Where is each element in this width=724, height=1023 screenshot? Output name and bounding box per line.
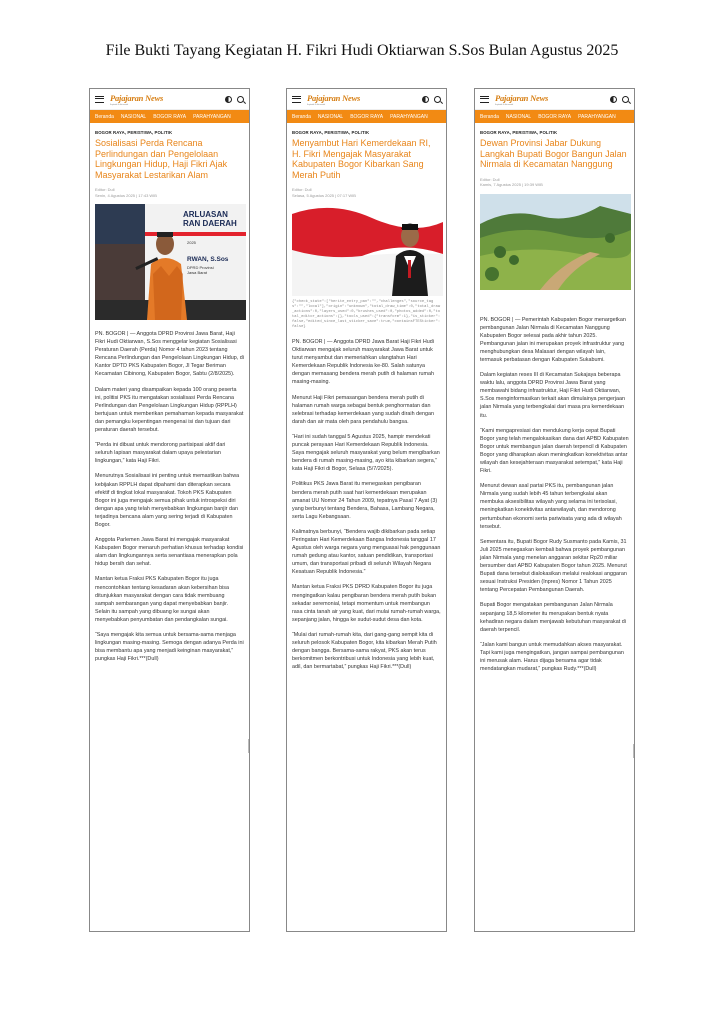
article-paragraph: “Kami mengapresiasi dan mendukung kerja cepat Bupati Bogor yang telah mengalokasikan dana dari APBD Kabupaten Bogor untuk membangun jalan daerah terpencil di Kabupaten Bogor yang diharapkan akan meningkatkan konektivitas antar wilayah dan kesejahteraan masyarakat setempat,” kata Haji Fikri.	[480, 427, 629, 475]
nav-item-beranda[interactable]: Beranda	[95, 113, 114, 120]
article-paragraph: Menurut dewan asal partai PKS itu, pembangunan jalan Nirmala yang sudah lebih 45 tahun terbengkalai akan membuka aksesibilitas wilayah yang selama ini terisolasi, meningkatkan konektivitas antarwilayah, dan mendorong pertumbuhan ekonomi serta pariwisata yang ada di wilayah tersebut.	[480, 483, 622, 530]
menu-icon[interactable]	[95, 96, 104, 103]
article-date: Senin, 4 Agustus 2025 | 17:43 WIB	[95, 192, 157, 198]
site-header	[287, 89, 446, 110]
article-paragraph: PN. BOGOR | — Pemerintah Kabupaten Bogor menargetkan pembangunan Jalan Nirmala di Kecamatan Nanggung Kabupaten Bogor selesai pada akhir tahun 2025. Pembangunan jalan ini merupakan proyek infrastruktur yang menghubungkan desa Malasari dengan wilayah lain, termasuk perbatasan dengan Kabupaten Sukabumi.	[480, 316, 626, 363]
article-paragraph: “Mulai dari rumah-rumah kita, dari gang-gang sempit kita di seluruh pelosok Kabupaten Bogor, kita kibarkan Merah Putih dengan bangga. Bersama-sama rakyat, PKS akan terus berkomitmen berkontribusi untuk Indonesia yang lebih kuat, adil, dan bermartabat,” pungkas Haji Fikri.***(Dull)	[292, 631, 437, 671]
nav-item-parahyangan[interactable]: PARAHYANGAN	[390, 113, 428, 120]
article-screenshot-2	[286, 88, 447, 932]
main-nav	[287, 110, 446, 123]
article-paragraph: PN. BOGOR | — Anggota DPRD Jawa Barat Haji Fikri Hudi Oktiarwan mengajak seluruh masyarakat Jawa Barat untuk turut menyambut dan memeriahkan ulangtahun Hari Kemerdekaan Republik Indonesia ke-80. Salah satunya dengan memasang bendera merah putih di halaman rumah masing-masing.	[292, 339, 435, 386]
article-title: Dewan Provinsi Jabar Dukung Langkah Bupati Bogor Bangun Jalan Nirmala di Kecamatan Nanggung	[480, 138, 627, 169]
main-nav	[90, 110, 249, 123]
nav-item-nasional[interactable]: NASIONAL	[317, 113, 344, 120]
article-paragraph: Kalimatnya berbunyi, “Bendera wajib dikibarkan pada setiap Peringatan Hari Kemerdekaan Bangsa Indonesia tanggal 17 Agustus oleh warga negara yang menguasai hak penggunaan rumah gedung atau kantor, satuan pendidikan, transportasi umum, dan transportasi pribadi di seluruh Wilayah Negara Kesatuan Republik Indonesia.”	[292, 528, 441, 576]
nav-item-nasional[interactable]: NASIONAL	[505, 113, 532, 120]
nav-item-beranda[interactable]: Beranda	[480, 113, 499, 120]
scroll-indicator[interactable]	[633, 744, 634, 758]
article-editor: Editor: Dull	[480, 176, 500, 182]
article-paragraph: “Jalan kami bangun untuk memudahkan akses masyarakat. Tapi kami juga mengingatkan, jangan sampai pembangunan ini merusak alam. Harus dijaga bersama agar tidak mendatangkan mudarat,” pungkas Rudy.***(Dull)	[480, 641, 624, 673]
article-paragraph: Dalam kegiatan reses III di Kecamatan Sukajaya beberapa waktu lalu, anggota DPRD Provinsi Jawa Barat yang membawahi bidang infrastruktur, Haji Fikri Hudi Oktiarwan, S.Sos menginformasikan terkait akan dimulainya pengerjaan jalan Nirmala yang terbengkalai dari masa pra kemerdekaan itu.	[480, 372, 626, 419]
banner-year: 2025	[187, 240, 196, 245]
site-logo[interactable]: Pajajaran News Inspiratif & Informatif	[307, 92, 361, 106]
banner-name: RWAN, S.Sos	[187, 256, 229, 263]
article-paragraph: Sementara itu, Bupati Bogor Rudy Susmanto pada Kamis, 31 Juli 2025 menegaskan kembali bahwa proyek pembangunan jalan Nirmala yang menelan anggaran sekitar Rp20 miliar bersumber dari APBD Kabupaten Bogor tahun 2025. Menurut Bupati dana tersebut dialokasikan melalui realokasi anggaran sesuai Instruksi Presiden (Inpres) Nomor 1 Tahun 2025 tentang Percepatan Pembangunan Daerah.	[480, 538, 627, 594]
dark-mode-icon[interactable]	[225, 96, 232, 103]
site-logo[interactable]: Pajajaran News Inspiratif & Informatif	[110, 92, 164, 106]
article-paragraph: Dalam materi yang disampaikan kepada 100 orang peserta ini, politisi PKS itu mengatakan sosialisasi Perda Rencana Perlindungan dan Pengelolaan Lingkungan Hidup (RPPLH) bertujuan untuk memberikan pemahaman kepada masyarakat dan pemangku kepentingan mengenai isi dan tujuan dari peraturan daerah tersebut.	[95, 386, 244, 434]
main-nav	[475, 110, 634, 123]
article-date: Selasa, 5 Agustus 2025 | 07:17 WIB	[292, 192, 356, 198]
search-icon[interactable]	[622, 96, 629, 103]
article-screenshot-3	[474, 88, 635, 932]
nav-item-parahyangan[interactable]: PARAHYANGAN	[578, 113, 616, 120]
article-paragraph: Mantan ketua Fraksi PKS Kabupaten Bogor itu juga mencontohkan tentang kesadaran akan kebersihan bisa ditunjukkan masyarakat dengan cara tidak membuang sampah sembarangan yang dapat menyebabkan banjir. Selain itu sampah yang dibuang ke sungai akan menyebabkan penyumbatan dan pendangkalan sungai.	[95, 576, 229, 623]
article-paragraph: “Saya mengajak kita semua untuk bersama-sama menjaga lingkungan masing-masing. Semoga dengan adanya Perda ini bisa membantu apa yang menjadi keinginan masyarakat,” pungkas Haji Fikri.***(Dull)	[95, 632, 244, 663]
nav-item-beranda[interactable]: Beranda	[292, 113, 311, 120]
article-category[interactable]: BOGOR RAYA, PERISTIWA, POLITIK	[292, 130, 370, 135]
article-paragraph: Bupati Bogor mengatakan pembangunan Jalan Nirmala sepanjang 18,5 kilometer itu merupakan bentuk nyata kehadiran negara dalam menjawab kebutuhan masyarakat di daerah terpencil.	[480, 602, 626, 633]
dark-mode-icon[interactable]	[422, 96, 429, 103]
menu-icon[interactable]	[292, 96, 301, 103]
document-title: File Bukti Tayang Kegiatan H. Fikri Hudi Oktiarwan S.Sos Bulan Agustus 2025	[105, 42, 619, 59]
site-header	[90, 89, 249, 110]
article-editor: Editor: Dull	[95, 187, 115, 192]
article-title: Sosialisasi Perda Rencana Perlindungan dan Pengelolaan Lingkungan Hidup, Haji Fikri Ajak Masyarakat Lestarikan Alam	[95, 138, 228, 180]
metadata-code-snippet: {"check_state":["herite_entry_pan":"","challenges","source_tags":"","local"],"origin":"unknown","total_draw_time":0,"total_draw_actions":0,"layers_used":0,"brushes_used":0,"photos_added":0,"total_editor_actions":{},"tools_used":{"transform":1},"is_sticker":false,"edited_since_last_sticker_save":true,"containsFTESticker":false}	[292, 300, 441, 329]
banner-text: ARLUASAN RAN DAERAH	[183, 210, 237, 228]
nav-item-bogor-raya[interactable]: BOGOR RAYA	[538, 113, 572, 120]
dark-mode-icon[interactable]	[610, 96, 617, 103]
article-title: Menyambut Hari Kemerdekaan RI, H. Fikri Mengajak Masyarakat Kabupaten Bogor Kibarkan Sang Merah Putih	[292, 138, 431, 180]
article-photo	[95, 204, 246, 320]
search-icon[interactable]	[434, 96, 441, 103]
article-photo	[292, 204, 443, 296]
nav-item-bogor-raya[interactable]: BOGOR RAYA	[153, 113, 187, 120]
nav-item-bogor-raya[interactable]: BOGOR RAYA	[350, 113, 384, 120]
article-paragraph: “Perda ini dibuat untuk mendorong partisipasi aktif dari seluruh lapisan masyarakat dalam upaya pelestarian lingkungan,” kata Haji Fikri.	[95, 442, 226, 465]
article-date: Kamis, 7 Agustus 2025 | 19:39 WIB	[480, 182, 543, 187]
site-header	[475, 89, 634, 110]
search-icon[interactable]	[237, 96, 244, 103]
article-paragraph: PN. BOGOR | — Anggota DPRD Provinsi Jawa Barat, Haji Fikri Hudi Oktiarwan, S.Sos menggelar kegiatan Sosialisasi Peraturan Daerah (Perda) Nomor 4 tahun 2023 tentang Rencana Perlindungan dan Pengelolaan Lingkungan Hidup, di Kantor DPTD PKS Kabupaten Bogor, Jl Tegar Beriman Kecamatan Cibinong, Kabupaten Bogor, Sabtu (2/8/2025).	[95, 331, 244, 378]
article-category[interactable]: BOGOR RAYA, PERISTIWA, POLITIK	[95, 130, 173, 135]
article-paragraph: “Hari ini sudah tanggal 5 Agustus 2025, hampir mendekati puncak perayaan Hari Kemerdekaan Republik Indonesia. Saya mengajak seluruh masyarakat yang belum mengibarkan bendera di rumah masing-masing, ayo kita kibarkan segera,” kata Haji Fikri di Bogor, Selasa (5/7/2025).	[292, 433, 440, 473]
article-paragraph: Menurutnya Sosialisasi ini penting untuk memastikan bahwa kebijakan RPPLH dapat dipahami dan diterapkan secara efektif di tingkat lokal masyarakat. Tokoh PKS Kabupaten Bogor ini juga mengajak semua pihak untuk introspeksi diri dengan apa yang telah menyebabkan lingkungan banjir dan terjadinya bencana alam yang sering terjadi di Kabupaten Bogor.	[95, 473, 240, 528]
scroll-indicator[interactable]	[248, 739, 249, 753]
article-photo	[480, 194, 631, 290]
article-paragraph: Politikus PKS Jawa Barat itu menegaskan pengibaran bendera merah putih saat hari kemerdekaan merupakan amanat UU Nomor 24 Tahun 2009, tepatnya Pasal 7 Ayat (3) yang berbunyi tentang Bendera, Bahasa, Lambang Negara, serta Lagu Kebangsaan.	[292, 481, 438, 520]
nav-item-parahyangan[interactable]: PARAHYANGAN	[193, 113, 231, 120]
menu-icon[interactable]	[480, 96, 489, 103]
article-paragraph: Menurut Haji Fikri pemasangan bendera merah putih di halaman rumah warga sebagai bentuk penghormatan dan selebrasi terhadap kemerdekaan yang sudah diraih dengan darah dan air mata oleh para pendahulu bangsa.	[292, 394, 435, 425]
article-editor: Editor: Dull	[292, 187, 312, 192]
banner-office: DPRD Provinsi Jawa Barat	[187, 265, 214, 275]
article-paragraph: Anggota Parlemen Jawa Barat ini mengajak masyarakat Kabupaten Bogor menaruh perhatian khusus terhadap kondisi alam dan lingkungannya serta senantiasa menerapkan pola hidup bersih dan sehat.	[95, 537, 244, 568]
article-paragraph: Mantan ketua Fraksi PKS DPRD Kabupaten Bogor itu juga mengingatkan kalau pengibaran bendera merah putih bukan sekadar seremonial, tetapi momentum untuk membangun rasa cinta tanah air yang kuat, dari mulai rumah-rumah warga, sepanjang jalan, hingga ke sudut-sudut desa dan kota.	[292, 584, 441, 623]
article-category[interactable]: BOGOR RAYA, PERISTIWA, POLITIK	[480, 130, 558, 135]
site-logo[interactable]: Pajajaran News Inspiratif & Informatif	[495, 92, 549, 106]
article-screenshot-1	[89, 88, 250, 932]
nav-item-nasional[interactable]: NASIONAL	[120, 113, 147, 120]
